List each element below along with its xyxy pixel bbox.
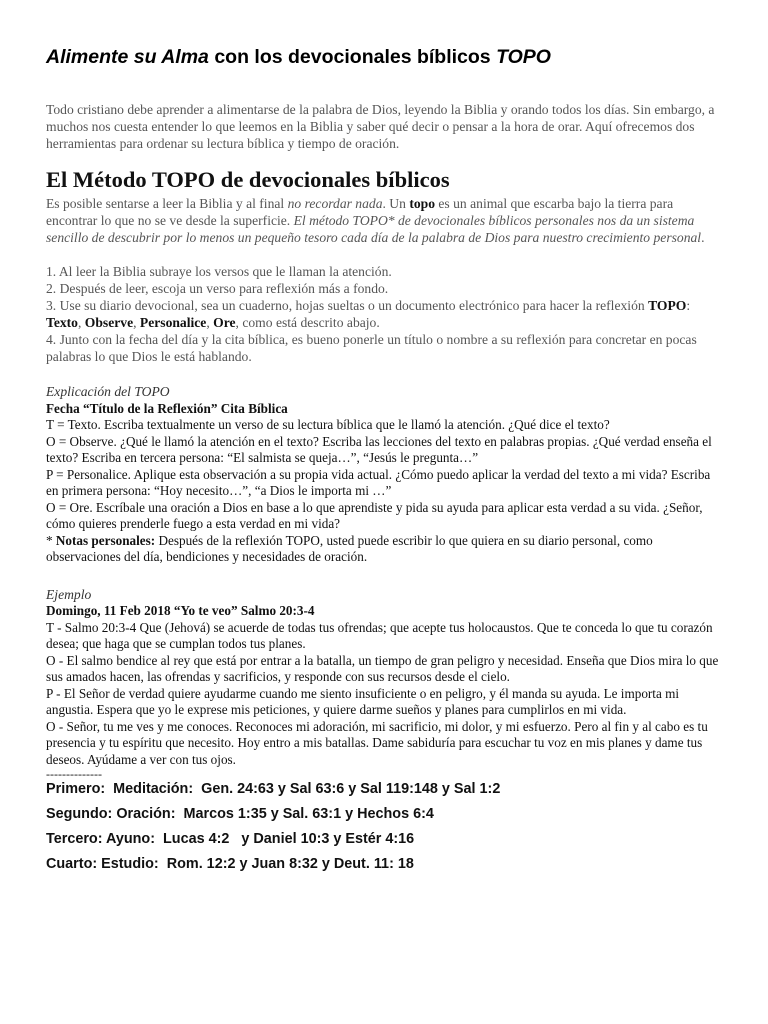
step-bold: Ore (213, 315, 236, 331)
explanation-o: O = Observe. ¿Qué le llamó la atención en el texto? Escriba las lecciones del texto en palabras propias. ¿Qué verdad enseña el texto? Escriba en tercera persona: “El salmista se queja…”, “Jesús le pregunta…” (46, 433, 712, 466)
reference-line: Primero: Meditación: Gen. 24:63 y Sal 63:6 y Sal 119:148 y Sal 1:2 (46, 781, 501, 798)
step-bold: Texto (46, 315, 78, 331)
explanation-label: Explicación del TOPO (46, 384, 170, 400)
method-text: Es posible sentarse a leer la Biblia y al final (46, 196, 288, 212)
step-text: , (133, 315, 140, 331)
date-bold: Domingo, 11 Feb 2018 “Yo te veo” Salmo 20:3-4 (46, 603, 315, 619)
example-o: O - El salmo bendice al rey que está por entrar a la batalla, un tiempo de gran peligro y necesidad. Enseña que Dios mira lo que sus amados hacen, las ofrendas y sacrificios, y responde con sus recursos desde el cielo. (46, 652, 719, 685)
step-bold: Observe (84, 315, 134, 331)
step-item (46, 297, 724, 331)
title-topo: TOPO (496, 46, 551, 68)
example-date (46, 603, 724, 620)
topo-example (46, 587, 724, 781)
intro-paragraph: Todo cristiano debe aprender a alimentarse de la palabra de Dios, leyendo la Biblia y orando todos los días. Sin embargo, a muchos nos cuesta entender lo que leemos en la Biblia y saber qué decir o pensar a la hora de orar. Aquí ofrecemos dos herramientas para ordenar su lectura bíblica y tiempo de oración. (46, 102, 715, 152)
step-item: 4. Junto con la fecha del día y la cita bíblica, es bueno ponerle un título o nombre a su reflexión para concretar en pocas palabras lo que Dios le está hablando. (46, 332, 697, 365)
step-text: , (77, 315, 85, 331)
example-p: P - El Señor de verdad quiere ayudarme cuando me siento insuficiente o en peligro, y él manda su ayuda. Le importa mi angustia. Espera que yo le exprese mis peticiones, y quiere darme sueños y planes para cumplirlos en mi vida. (46, 685, 680, 718)
step-bold: Personalice (139, 315, 207, 331)
explanation-t: T = Texto. Escriba textualmente un verso de su lectura bíblica que le llamó la atención. ¿Qué dice el texto? (46, 417, 610, 433)
method-text: es un animal que escarba bajo la tierra para encontrar lo que no se ve desde la superficie. (46, 196, 674, 229)
topo-explanation (46, 384, 724, 566)
title-emphasis: Alimente su Alma (46, 46, 209, 68)
step-text: , (206, 315, 214, 331)
step-item: 1. Al leer la Biblia subraye los versos que le llaman la atención. (46, 264, 392, 280)
steps-list (46, 263, 724, 365)
step-text: , como está descrito abajo. (235, 315, 380, 331)
example-label: Ejemplo (46, 586, 92, 602)
explanation-format (46, 401, 724, 418)
method-text: . (701, 230, 705, 246)
explanation-notes (46, 533, 724, 566)
notes-text: Después de la reflexión TOPO, usted puede escribir lo que quiera en su diario personal, como observaciones del día, bendiciones y necesidades de oración. (46, 532, 653, 565)
notes-text: * (46, 532, 56, 548)
reference-line: Tercero: Ayuno: Lucas 4:2 y Daniel 10:3 y Estér 4:16 (46, 831, 415, 848)
explanation-p: P = Personalice. Aplique esta observación a su propia vida actual. ¿Cómo puedo aplicar la verdad del texto a mi vida? Escriba en primera persona: “Hoy necesito…”, “a Dios le importa mi …” (46, 466, 711, 499)
step-text: : (686, 298, 691, 314)
reference-line: Segundo: Oración: Marcos 1:35 y Sal. 63:1 y Hechos 6:4 (46, 806, 434, 823)
method-text: . Un (382, 196, 410, 212)
title-middle: con los devocionales bíblicos (208, 46, 497, 68)
notes-bold: Notas personales: (55, 532, 156, 548)
method-italic: no recordar nada (287, 196, 383, 212)
method-bold: topo (409, 196, 435, 212)
reference-line: Cuarto: Estudio: Rom. 12:2 y Juan 8:32 y Deut. 11: 18 (46, 856, 414, 873)
format-bold: Fecha “Título de la Reflexión” Cita Bíblica (46, 400, 288, 416)
method-paragraph (46, 195, 724, 246)
scripture-references (46, 780, 724, 874)
example-ore: O - Señor, tu me ves y me conoces. Reconoces mi adoración, mi sacrificio, mi dolor, y mi esfuerzo. Pero al fin y al cabo es tu presencia y tu espíritu que necesito. Hoy entro a mis batallas. Dame sabiduría para escuchar tu voz en mis planes y dame tus deseos. Ayúdame a ver con tus ojos. (46, 718, 708, 767)
method-heading: El Método TOPO de devocionales bíblicos (46, 167, 450, 193)
example-t: T - Salmo 20:3-4 Que (Jehová) se acuerde de todas tus ofrendas; que acepte tus holocaustos. Que te conceda lo que tu corazón desea; que haga que se cumplan todos tus planes. (46, 619, 713, 652)
divider: -------------- (46, 767, 102, 782)
page-title (46, 46, 724, 69)
step-item: 2. Después de leer, escoja un verso para reflexión más a fondo. (46, 281, 389, 297)
explanation-ore: O = Ore. Escríbale una oración a Dios en base a lo que aprendiste y pida su ayuda para aplicar esta verdad a su vida. ¿Señor, cómo quieres prenderle fuego a esta verdad en mi vida? (46, 499, 703, 532)
method-italic: El método TOPO* de devocionales bíblicos personales nos da un sistema sencillo de descubrir por lo menos un pequeño tesoro cada día de la palabra de Dios para nuestro crecimiento personal (46, 213, 702, 246)
step-bold: TOPO (648, 298, 687, 314)
step-text: 3. Use su diario devocional, sea un cuaderno, hojas sueltas o un documento electrónico para hacer la reflexión (46, 298, 649, 314)
